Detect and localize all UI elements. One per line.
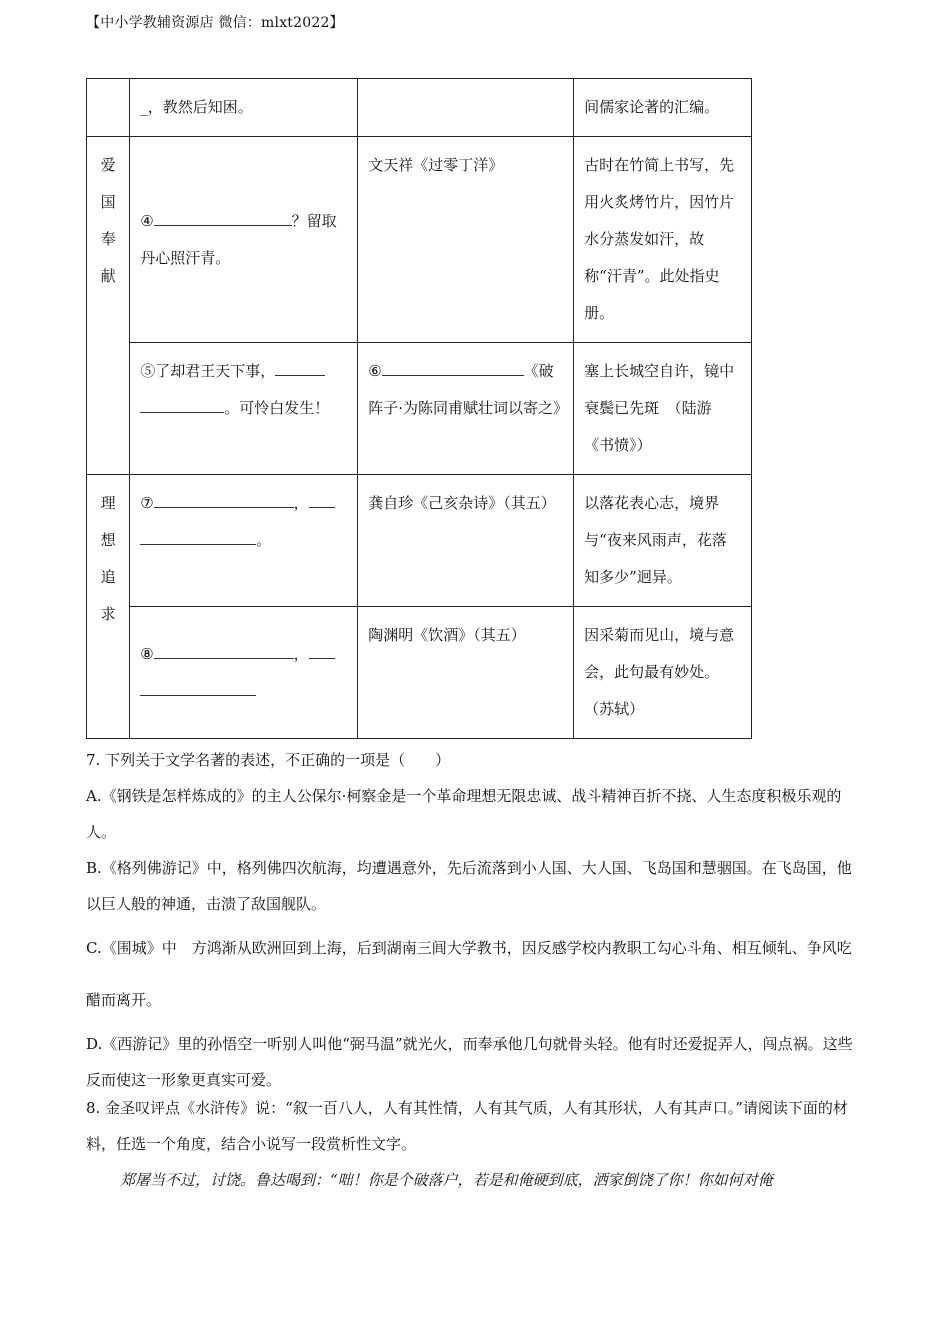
note-cell <box>574 607 752 739</box>
verse-cell <box>130 79 358 137</box>
category-char: 奉 <box>100 230 116 248</box>
category-char: 献 <box>100 267 116 285</box>
header-watermark: 【中小学教辅资源店 微信：mlxt2022】 <box>86 15 344 31</box>
verse-number: ④ <box>140 211 154 230</box>
note-cell <box>574 343 752 475</box>
category-cell-ideals <box>87 475 130 739</box>
verse-cell <box>130 607 358 739</box>
category-char: 国 <box>100 193 116 211</box>
question-stem: 8. 金圣叹评点《水浒传》说：“叙一百八人，人有其性情，人有其气质，人有其形状，人有其声口。”请阅读下面的材料，任选一个角度，结合小说写一段赏析性文字。 <box>86 1099 848 1153</box>
option-b[interactable]: B.《格列佛游记》中，格列佛四次航海，均遭遇意外，先后流落到小人国、大人国、飞岛国和慧骃国。在飞岛国，他以巨人般的神通，击溃了敌国舰队。 <box>86 859 852 913</box>
answer-blank[interactable] <box>382 357 524 376</box>
source-cell <box>358 607 574 739</box>
note-cell <box>574 137 752 343</box>
table-row <box>87 607 752 739</box>
verse-number: ⑥ <box>368 362 382 380</box>
verse-text: ， <box>293 644 309 663</box>
table-row <box>87 343 752 475</box>
option-a[interactable]: A.《钢铁是怎样炼成的》的主人公保尔·柯察金是一个革命理想无限忠诚、战斗精神百折不挠、人生态度积极乐观的人。 <box>86 787 842 841</box>
verse-number: ⑦ <box>140 494 154 512</box>
source-cell <box>358 79 574 137</box>
category-char: 想 <box>100 531 116 549</box>
answer-blank[interactable] <box>140 394 224 413</box>
poem-table <box>86 78 752 739</box>
category-char: 理 <box>100 494 116 512</box>
table-row <box>87 475 752 607</box>
option-d[interactable]: D.《西游记》里的孙悟空一听别人叫他“弼马温”就光火，而奉承他几句就骨头轻。他有时还爱捉弄人，闯点祸。这些反而使这一形象更真实可爱。 <box>86 1035 853 1089</box>
verse-text: 。 <box>256 531 272 549</box>
question-7 <box>86 742 864 1098</box>
excerpt-text: 郑屠当不过，讨饶。鲁达喝到：“咄！你是个破落户，若是和俺硬到底，洒家倒饶了你！你如何对俺 <box>120 1171 773 1189</box>
verse-cell <box>130 137 358 343</box>
question-8 <box>86 1090 864 1162</box>
answer-blank[interactable] <box>140 677 256 696</box>
category-char: 求 <box>100 605 116 623</box>
source-cell <box>358 137 574 343</box>
note-cell <box>574 79 752 137</box>
verse-text: 。可怜白发生！ <box>224 399 330 417</box>
answer-blank[interactable] <box>154 640 294 659</box>
option-c[interactable]: C.《围城》中 方鸿渐从欧洲回到上海，后到湖南三闾大学教书，因反感学校内教职工勾心斗角、相互倾轧、争风吃醋而离开。 <box>86 939 852 1009</box>
category-char: 追 <box>100 568 116 586</box>
verse-number: ⑧ <box>140 644 154 663</box>
answer-blank[interactable] <box>154 207 292 226</box>
source-text: 文天祥《过零丁洋》 <box>368 156 504 174</box>
verse-text: ⑤了却君王天下事， <box>140 362 276 380</box>
verse-text: ， <box>293 494 309 512</box>
source-cell <box>358 343 574 475</box>
answer-blank[interactable] <box>309 640 335 659</box>
question-stem: 7. 下列关于文学名著的表述，不正确的一项是（ ） <box>86 751 451 769</box>
note-cell <box>574 475 752 607</box>
answer-blank[interactable] <box>154 489 294 508</box>
source-text: 陶渊明《饮酒》（其五） <box>368 626 526 644</box>
category-cell <box>87 79 130 137</box>
source-text: 《破阵子·为陈同甫赋壮词以寄之》 <box>368 362 568 417</box>
source-cell <box>358 475 574 607</box>
answer-blank[interactable] <box>140 526 256 545</box>
note-text: 间儒家论著的汇编。 <box>584 98 720 116</box>
verse-cell <box>130 475 358 607</box>
category-char: 爱 <box>100 156 116 174</box>
verse-text: ？留取丹心照汗青。 <box>140 211 337 267</box>
answer-blank[interactable] <box>275 357 325 376</box>
note-text: 古时在竹简上书写，先用火炙烤竹片，因竹片水分蒸发如汗，故称“汗青”。此处指史册。 <box>584 156 735 322</box>
note-text: 塞上长城空自许，镜中衰鬓已先斑 （陆游《书愤》） <box>584 362 735 454</box>
source-text: 龚自珍《己亥杂诗》（其五） <box>368 494 556 512</box>
category-cell-patriotism <box>87 137 130 475</box>
note-text: 因采菊而见山，境与意会，此句最有妙处。（苏轼） <box>584 626 735 718</box>
verse-cell <box>130 343 358 475</box>
answer-blank[interactable] <box>309 489 335 508</box>
table-row <box>87 137 752 343</box>
note-text: 以落花表心志，境界与“夜来风雨声，花落知多少”迥异。 <box>584 494 727 586</box>
verse-text: _，教然后知困。 <box>140 98 253 116</box>
table-row <box>87 79 752 137</box>
